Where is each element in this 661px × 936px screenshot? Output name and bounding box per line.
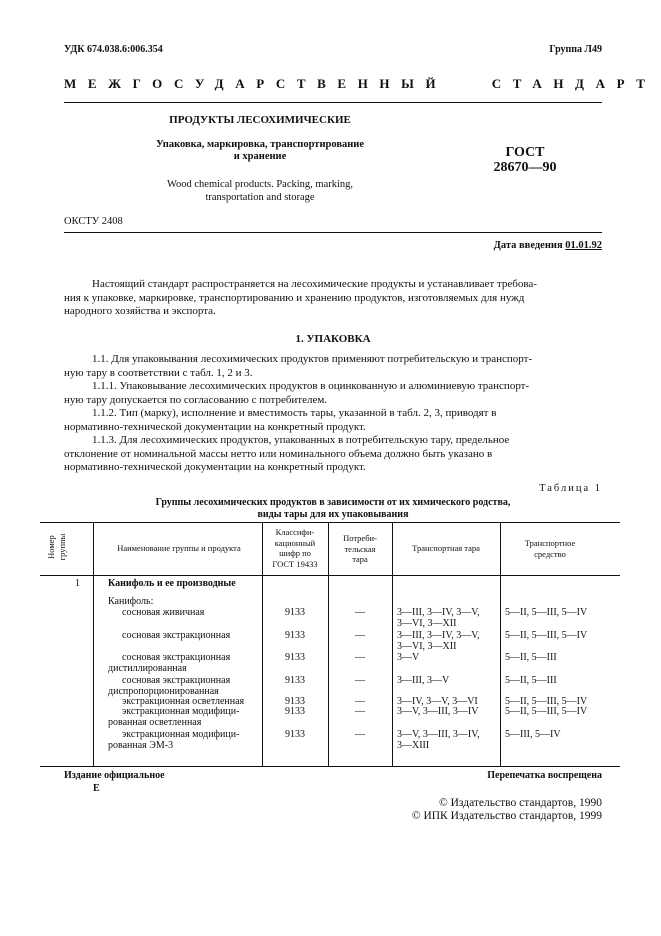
- transport-means: 5—II, 5—III, 5—IV: [505, 706, 588, 717]
- paragraph-line: нормативно-технической документации на конкретный продукт.: [64, 420, 366, 433]
- product-name: сосновая экстракционная: [122, 630, 231, 641]
- classifier-code: 9133: [285, 652, 305, 663]
- transport-pack: 3—III, 3—V: [397, 675, 450, 686]
- intro-date: [494, 240, 602, 251]
- section-heading: 1. УПАКОВКА: [295, 333, 371, 345]
- header-line: тара: [352, 554, 368, 564]
- header-line: шифр по: [279, 548, 311, 558]
- intro-date-label: Дата введения: [493, 240, 563, 251]
- consumer-pack: —: [355, 607, 365, 618]
- edition-letter: Е: [93, 783, 100, 794]
- header-line: Классифи-: [275, 527, 315, 537]
- product-name: рованная осветленная: [108, 716, 202, 728]
- header-transport-pack: Транспортная тара: [412, 543, 480, 553]
- consumer-pack: —: [355, 729, 365, 740]
- header-line: Потреби-: [343, 533, 377, 543]
- product-name: экстракционная осветленная: [122, 696, 245, 707]
- standard-banner: МЕЖГОСУДАРСТВЕННЫЙ СТАНДАРТ: [64, 76, 657, 91]
- intro-date-value: 01.01.92: [565, 240, 602, 251]
- section-paragraphs: [64, 353, 602, 475]
- product-name: рованная ЭМ-3: [108, 739, 174, 751]
- transport-pack: 3—VI, 3—XII: [397, 617, 457, 629]
- transport-means: 5—II, 5—III, 5—IV: [505, 630, 588, 641]
- classifier-code: 9133: [285, 729, 305, 740]
- table-top-rule: [40, 522, 620, 523]
- english-title-line2: transportation and storage: [205, 192, 315, 203]
- intro-line: народного хозяйства и экспорта.: [64, 305, 216, 317]
- transport-pack: 3—V, 3—III, 3—IV: [397, 706, 479, 717]
- classifier-code: 9133: [285, 706, 305, 717]
- official-edition: Издание официальное: [64, 770, 165, 781]
- consumer-pack: —: [355, 630, 365, 641]
- intro-line: Настоящий стандарт распространяется на лесохимические продукты и устанавливает требова-: [92, 278, 537, 290]
- transport-pack: 3—V: [397, 652, 420, 663]
- gost-number: 28670—90: [493, 160, 557, 175]
- table-caption-line1: Группы лесохимических продуктов в зависимости от их химического родства,: [155, 497, 511, 508]
- consumer-pack: —: [355, 696, 365, 707]
- intro-line: ния к упаковке, маркировке, транспортированию и хранению продуктов, изготовляемых для нужд: [64, 291, 525, 304]
- group-number: 1: [75, 578, 80, 589]
- udk-code: УДК 674.038.6:006.354: [64, 44, 163, 55]
- product-name: дистиллированная: [108, 662, 187, 674]
- transport-means: 5—II, 5—III, 5—IV: [505, 607, 588, 618]
- subgroup-label: Канифоль:: [108, 596, 154, 607]
- table-bottom-rule: [40, 766, 620, 767]
- gost-label: ГОСТ: [505, 145, 545, 160]
- header-line: кационный: [274, 537, 316, 548]
- transport-means: 5—II, 5—III: [505, 675, 557, 686]
- intro-paragraph: [64, 278, 602, 319]
- table-vline: [93, 522, 94, 766]
- paragraph-line: ную тару в соответствии с табл. 1, 2 и 3.: [64, 366, 253, 379]
- paragraph-line: 1.1.1. Упаковывание лесохимических продуктов в оцинкованную и алюминиевую транспорт-: [92, 380, 530, 392]
- transport-means: 5—III, 5—IV: [505, 729, 561, 740]
- product-name: сосновая экстракционная: [122, 675, 231, 686]
- product-name: экстракционная модифици-: [122, 729, 240, 740]
- table-header-rule: [40, 575, 620, 576]
- paragraph-line: нормативно-технической документации на конкретный продукт.: [64, 461, 366, 473]
- transport-pack: 3—IV, 3—V, 3—VI: [397, 696, 478, 707]
- transport-means: 5—II, 5—III, 5—IV: [505, 696, 588, 707]
- classifier-code: 9133: [285, 607, 305, 618]
- header-line: тельская: [344, 543, 376, 554]
- classifier-code: 9133: [285, 675, 305, 686]
- transport-means: 5—II, 5—III: [505, 652, 557, 663]
- subtitle-line2: и хранение: [233, 151, 287, 162]
- copyright-1999: © ИПК Издательство стандартов, 1999: [411, 810, 602, 822]
- paragraph-line: 1.1. Для упаковывания лесохимических продуктов применяют потребительскую и транспорт-: [92, 353, 533, 365]
- document-title: ПРОДУКТЫ ЛЕСОХИМИЧЕСКИЕ: [169, 114, 351, 126]
- transport-pack: 3—III, 3—IV, 3—V,: [397, 607, 480, 618]
- transport-pack: 3—III, 3—IV, 3—V,: [397, 630, 480, 641]
- table-caption-line2: виды тары для их упаковывания: [257, 509, 409, 520]
- copyright-1990: © Издательство стандартов, 1990: [438, 797, 602, 809]
- header-line: средство: [534, 548, 566, 559]
- reprint-notice: Перепечатка воспрещена: [487, 770, 602, 781]
- consumer-pack: —: [355, 706, 365, 717]
- header-line: ГОСТ 19433: [272, 558, 318, 569]
- product-name: диспропорционированная: [108, 685, 219, 697]
- classifier-code: 9133: [285, 696, 305, 707]
- group-title: Канифоль и ее производные: [108, 578, 236, 589]
- paragraph-line: отклонение от номинальной массы нетто или номинального объема должно быть указано в: [64, 447, 493, 460]
- transport-pack: 3—XIII: [397, 739, 430, 751]
- header-group-number: Номер группы: [46, 533, 67, 561]
- consumer-pack: —: [355, 675, 365, 686]
- product-name: экстракционная модифици-: [122, 706, 240, 717]
- consumer-pack: —: [355, 652, 365, 663]
- table-vline: [392, 522, 393, 766]
- header-consumer: [328, 533, 392, 565]
- title-rule: [64, 232, 602, 233]
- header-classifier: [262, 527, 328, 569]
- classifier-code: 9133: [285, 630, 305, 641]
- paragraph-line: 1.1.2. Тип (марку), исполнение и вместимость тары, указанной в табл. 2, 3, приводят в: [92, 407, 497, 419]
- product-name: сосновая экстракционная: [122, 652, 231, 663]
- paragraph-line: ную тару допускается по согласованию с потребителем.: [64, 393, 328, 406]
- subtitle-line1: Упаковка, маркировка, транспортирование: [155, 139, 365, 150]
- transport-pack: 3—V, 3—III, 3—IV,: [397, 729, 480, 740]
- header-transport-means: [500, 538, 600, 559]
- product-name: сосновая живичная: [122, 607, 205, 618]
- banner-rule: [64, 102, 602, 103]
- group-code: Группа Л49: [549, 44, 602, 55]
- header-name: Наименование группы и продукта: [117, 543, 241, 553]
- table-label: Таблица 1: [539, 483, 602, 494]
- okstu-code: ОКСТУ 2408: [64, 216, 123, 227]
- english-title-line1: Wood chemical products. Packing, marking,: [166, 179, 354, 190]
- header-line: Транспортное: [524, 538, 576, 548]
- transport-pack: 3—VI, 3—XII: [397, 640, 457, 652]
- paragraph-line: 1.1.3. Для лесохимических продуктов, упакованных в потребительскую тару, предельное: [92, 434, 510, 446]
